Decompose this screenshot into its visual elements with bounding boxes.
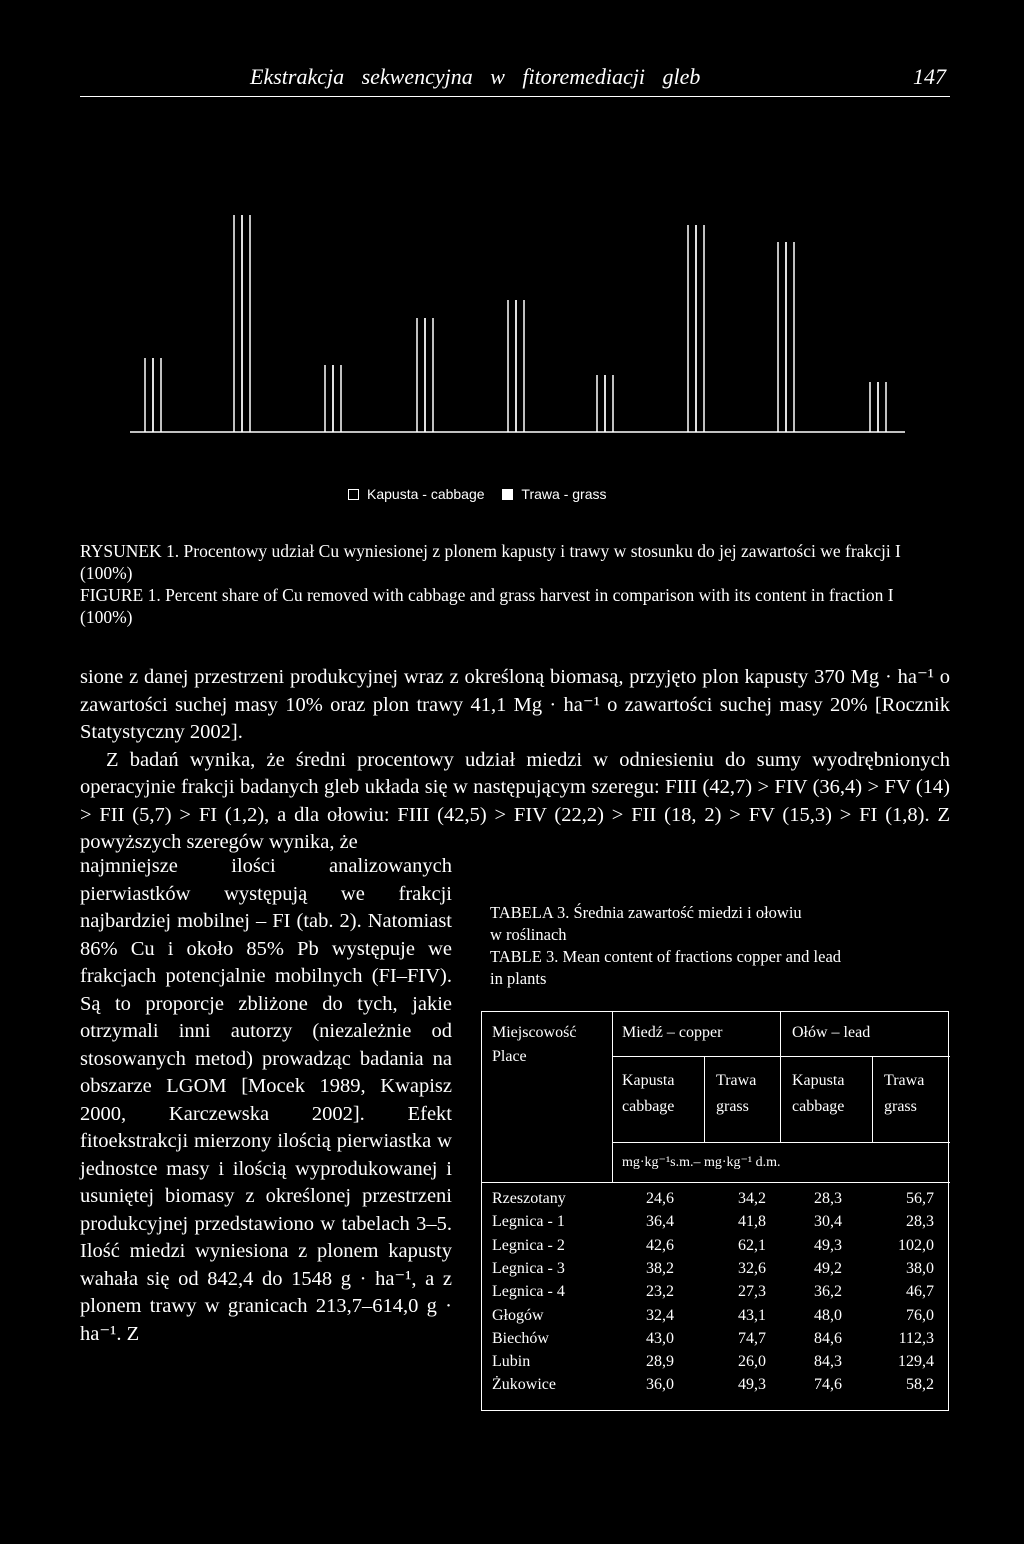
bar-grass [878, 382, 886, 432]
table-cell-value: 38,2 [646, 1259, 674, 1277]
page-number: 147 [913, 64, 946, 89]
legend-label-grass: Trawa - grass [521, 486, 607, 502]
table-cell-place: Głogów [492, 1306, 544, 1324]
figure-caption [80, 540, 950, 628]
sub-header-pb-cabbage-pl: Kapusta [792, 1072, 845, 1089]
bar-cabbage [688, 225, 696, 432]
table-cell-value: 56,7 [906, 1190, 934, 1207]
table-cell-value: 34,2 [738, 1190, 766, 1207]
col-header-place-en: Place [492, 1048, 527, 1065]
table-cell-value: 38,0 [906, 1259, 934, 1277]
bar-grass [516, 300, 524, 432]
legend-swatch-empty-icon [348, 489, 359, 500]
table-cell-value: 112,3 [898, 1329, 934, 1347]
table-rule [612, 1142, 950, 1143]
bar-grass [333, 365, 341, 432]
table-cell-place: Legnica - 2 [492, 1236, 565, 1254]
bar-cabbage [234, 215, 242, 432]
group-header-lead: Ołów – lead [792, 1024, 871, 1041]
table-cell-value: 49,3 [814, 1236, 842, 1254]
bar-cabbage [145, 358, 153, 432]
table-cell-value: 49,2 [814, 1259, 842, 1277]
paragraph-1: sione z danej przestrzeni produkcyjnej wraz z określoną biomasą, przyjęto plon kapusty 370 Mg · ha⁻¹ o zawartości suchej masy 10% oraz plon trawy 41,1 Mg · ha⁻¹ o zawartości suchej masy 20% [Rocznik Statystyczny 2002]. [80, 666, 950, 743]
running-header [80, 62, 950, 97]
table-cell-value: 32,4 [646, 1306, 674, 1324]
table-cell-value: 42,6 [646, 1236, 674, 1254]
table-cell-value: 49,3 [738, 1376, 766, 1394]
table-rule [780, 1012, 781, 1142]
table-rule [704, 1056, 705, 1142]
table-cell-value: 43,0 [646, 1329, 674, 1347]
table-cell-place: Żukowice [492, 1376, 556, 1394]
bar-cabbage [417, 318, 425, 432]
table-cell-place: Legnica - 3 [492, 1259, 565, 1277]
table-rule [612, 1056, 950, 1057]
table-cell-value: 26,0 [738, 1353, 766, 1371]
sub-header-pb-cabbage-en: cabbage [792, 1098, 845, 1115]
sub-header-cu-cabbage-pl: Kapusta [622, 1072, 675, 1089]
bar-grass [786, 242, 794, 432]
table-cell-value: 74,6 [814, 1376, 842, 1394]
table-cell-value: 32,6 [738, 1259, 766, 1277]
legend-item-grass [502, 486, 606, 502]
table-cell-value: 36,2 [814, 1283, 842, 1301]
units-label: mg·kg⁻¹s.m.– mg·kg⁻¹ d.m. [622, 1155, 781, 1170]
bar-cabbage [870, 382, 878, 432]
bar-cabbage [508, 300, 516, 432]
bar-grass [425, 318, 433, 432]
table-cell-place: Biechów [492, 1329, 549, 1347]
table-caption-pl-1: TABELA 3. Średnia zawartość miedzi i ołowiu [490, 903, 802, 922]
bar-cabbage [597, 375, 605, 432]
figure-caption-en: FIGURE 1. Percent share of Cu removed with cabbage and grass harvest in comparison with its content in fraction I (100%) [80, 585, 894, 627]
bar-cabbage [778, 242, 786, 432]
table-cell-place: Legnica - 1 [492, 1213, 565, 1231]
table-caption-pl-2: w roślinach [490, 925, 567, 944]
bar-cabbage [325, 365, 333, 432]
table-cell-value: 43,1 [738, 1306, 766, 1324]
table-cell-value: 24,6 [646, 1190, 674, 1207]
table-cell-value: 84,6 [814, 1329, 842, 1347]
table-cell-value: 30,4 [814, 1213, 842, 1231]
bar-grass [696, 225, 704, 432]
table-cell-value: 102,0 [898, 1236, 934, 1254]
table-cell-value: 28,3 [814, 1190, 842, 1207]
group-header-copper: Miedź – copper [622, 1024, 723, 1041]
table-cell-value: 48,0 [814, 1306, 842, 1324]
paragraph-2: Z badań wynika, że średni procentowy udział miedzi w odniesieniu do sumy wyodrębnionych operacyjnie frakcji badanych gleb układa się w następującym szeregu: FIII (42,7) > FIV (36,4) > FV (14) > FII (5,7) > FI (1,2), a dla ołowiu: FIII (42,5) > FIV (22,2) > FII (18, 2) > FV (15,3) > FI (1,8). Z powyższych szeregów wynika, że [80, 748, 950, 853]
table-rule [612, 1012, 613, 1182]
table-caption [490, 902, 960, 990]
body-text-full [80, 664, 950, 857]
table-cell-value: 36,0 [646, 1376, 674, 1394]
figure-caption-pl: RYSUNEK 1. Procentowy udział Cu wyniesionej z plonem kapusty i trawy w stosunku do jej zawartości we frakcji I (100%) [80, 541, 901, 583]
legend-item-cabbage [348, 486, 488, 502]
table-cell-value: 28,9 [646, 1353, 674, 1371]
legend-label-cabbage: Kapusta - cabbage [367, 486, 485, 502]
chart-legend [348, 486, 620, 502]
table-cell-value: 46,7 [906, 1283, 934, 1301]
table-cell-value: 76,0 [906, 1306, 934, 1324]
header-title: Ekstrakcja sekwencyjna w fitoremediacji gleb [250, 64, 701, 89]
paragraph-3: najmniejsze ilości analizowanych pierwiastków występują we frakcji najbardziej mobilnej – FI (tab. 2). Natomiast 86% Cu i około 85% Pb występuje we frakcjach potencjalnie mobilnych (FI–FIV). Są to proporcje zbliżone do tych, jakie otrzymali inni autorzy (niezależnie od stosowanych metod) prowadząc badania na obszarze LGOM [Mocek 1989, Kwapisz 2000, Karczewska 2002]. Efekt fitoekstrakcji mierzony ilością pierwiastka w jednostce masy i ilością wyprodukowanej i usuniętej biomasy z określonej przestrzeni produkcyjnej przedstawiono w tabelach 3–5. Ilość miedzi wyniesiona z plonem kapusty wahała się od 842,4 do 1548 g · ha⁻¹, a z plonem trawy w granicach 213,7–614,0 g · ha⁻¹. Z [80, 855, 452, 1345]
table-cell-place: Legnica - 4 [492, 1283, 565, 1301]
table-cell-value: 23,2 [646, 1283, 674, 1301]
table-cell-value: 62,1 [738, 1236, 766, 1254]
legend-swatch-filled-icon [502, 489, 513, 500]
table-rule [482, 1182, 950, 1183]
table-cell-value: 27,3 [738, 1283, 766, 1301]
table-cell-value: 74,7 [738, 1329, 766, 1347]
bar-grass [242, 215, 250, 432]
bar-grass [153, 358, 161, 432]
col-header-place-pl: Miejscowość [492, 1024, 577, 1041]
table-cell-value: 41,8 [738, 1213, 766, 1231]
table-cell-place: Lubin [492, 1353, 531, 1371]
table-3 [481, 1011, 949, 1411]
table-cell-value: 36,4 [646, 1213, 674, 1231]
sub-header-pb-grass-pl: Trawa [884, 1072, 925, 1089]
table-cell-value: 28,3 [906, 1213, 934, 1231]
sub-header-pb-grass-en: grass [884, 1098, 917, 1115]
figure-1-chart [0, 200, 1024, 450]
sub-header-cu-cabbage-en: cabbage [622, 1098, 675, 1115]
table-cell-value: 129,4 [898, 1353, 934, 1371]
table-cell-value: 84,3 [814, 1353, 842, 1371]
table-rule [872, 1056, 873, 1142]
table-cell-value: 58,2 [906, 1376, 934, 1394]
table-caption-en-2: in plants [490, 969, 547, 988]
table-cell-place: Rzeszotany [492, 1190, 566, 1207]
bar-grass [605, 375, 613, 432]
sub-header-cu-grass-en: grass [716, 1098, 749, 1115]
sub-header-cu-grass-pl: Trawa [716, 1072, 757, 1089]
table-caption-en-1: TABLE 3. Mean content of fractions copper and lead [490, 947, 842, 966]
